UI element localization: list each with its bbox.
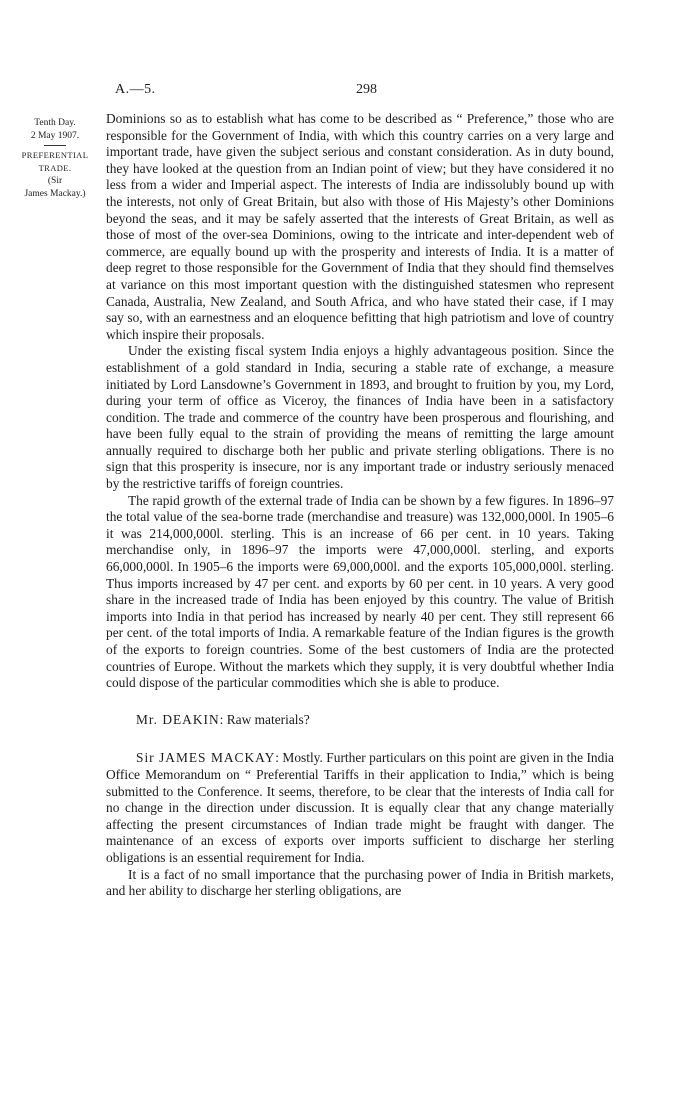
deakin-interjection bbox=[106, 712, 614, 729]
mackay-speaker: Sir JAMES MACKAY bbox=[136, 750, 276, 766]
paragraph-last: It is a fact of no small importance that the purchasing power of India in British markets, and her ability to discharge her sterling obligations, are bbox=[106, 866, 614, 899]
paragraph-1: Dominions so as to establish what has come to be described as “ Preference,” those who are responsible for the Government of India, with which this country carries on a very large and important trade, have given the subject serious and constant consideration. As in duty bound, they have looked at the question from an Indian point of view; but they have considered it no less from a wider and Imperial aspect. The interests of India are indissolubly bound up with the interests, not only of Great Britain, but also with those of His Majesty’s other Dominions beyond the seas, and it may be safely asserted that the interests of Great Britain, as well as those of most of the over-sea Dominions, owing to the intricate and inter-dependent web of commerce, are equally bound up with the prosperity and interests of India. It is a matter of deep regret to those responsible for the Government of India that they should find themselves at variance on this most important question with the distinguished statesmen who represent Canada, Australia, New Zealand, and South Africa, and who have stated their case, if I may say so, with an earnestness and an eloquence befitting that high patriotism and love of country which inspire their proposals. bbox=[106, 111, 614, 342]
body-text bbox=[106, 111, 614, 900]
margin-topic-line1: PREFERENTIAL bbox=[21, 150, 89, 160]
paragraph-3: The rapid growth of the external trade of India can be shown by a few figures. In 1896–97 the total value of the sea-borne trade (merchandise and treasure) was 132,000,000l. In 1905–6 it was 214,000,000l. sterling. This is an increase of 66 per cent. in 10 years. Taking merchandise only, in 1896–97 the imports were 47,000,000l. sterling, and exports 66,000,000l. In 1905–6 the imports were 69,000,000l. and the exports 105,000,000l. sterling. Thus imports increased by 47 per cent. and exports by 60 per cent. in 10 years. A very good share in the increased trade of India has been enjoyed by this country. The value of British imports into India in that period has increased by nearly 40 per cent. They still represent 66 per cent. of the total imports of India. A remarkable feature of the Indian figures is the growth of the exports to foreign countries. Some of the best customers of India are the protected countries of Europe. Without the markets which they supply, it is very doubtful whether India could dispose of the particular commodities which she is able to produce. bbox=[106, 492, 614, 691]
margin-speaker-line1: (Sir bbox=[47, 176, 63, 186]
margin-divider bbox=[44, 145, 66, 146]
mackay-text: : Mostly. Further particulars on this point are given in the India Office Memorandum on “ Preferential Tariffs in their application to India,” which is being submitted to the Conference. It seems, therefore, to be clear that the interests of India call for no change in the direction under discussion. It is equally clear that any change materially affecting the present circumstances of Indian trade might be fraught with danger. The maintenance of an excess of exports over imports sufficient to discharge her sterling obligations is an essential requirement for India. bbox=[106, 750, 614, 865]
page-number: 298 bbox=[356, 82, 377, 97]
margin-speaker-line2: James Mackay.) bbox=[24, 189, 86, 199]
paper-reference: A.—5. bbox=[115, 82, 156, 97]
deakin-text: : Raw materials? bbox=[219, 711, 310, 727]
margin-date: 2 May 1907. bbox=[30, 131, 80, 141]
margin-day: Tenth Day. bbox=[34, 118, 76, 128]
margin-note bbox=[18, 117, 92, 201]
paragraph-2: Under the existing fiscal system India enjoys a highly advantageous position. Since the establishment of a gold standard in India, securing a stable rate of exchange, a measure initiated by Lord Lansdowne’s Government in 1893, and brought to fruition by you, my Lord, during your term of office as Viceroy, the finances of India have been in a satisfactory condition. The trade and commerce of the country have been prosperous and flourishing, and have been fully equal to the strain of providing the means of remitting the large amount annually required to discharge both her public and private sterling obligations. There is no sign that this prosperity is insecure, nor is any important trade or industry seriously menaced by the restrictive tariffs of foreign countries. bbox=[106, 343, 614, 492]
margin-topic-line2: TRADE. bbox=[38, 163, 72, 173]
deakin-speaker: Mr. DEAKIN bbox=[136, 711, 220, 727]
mackay-reply bbox=[106, 750, 614, 866]
